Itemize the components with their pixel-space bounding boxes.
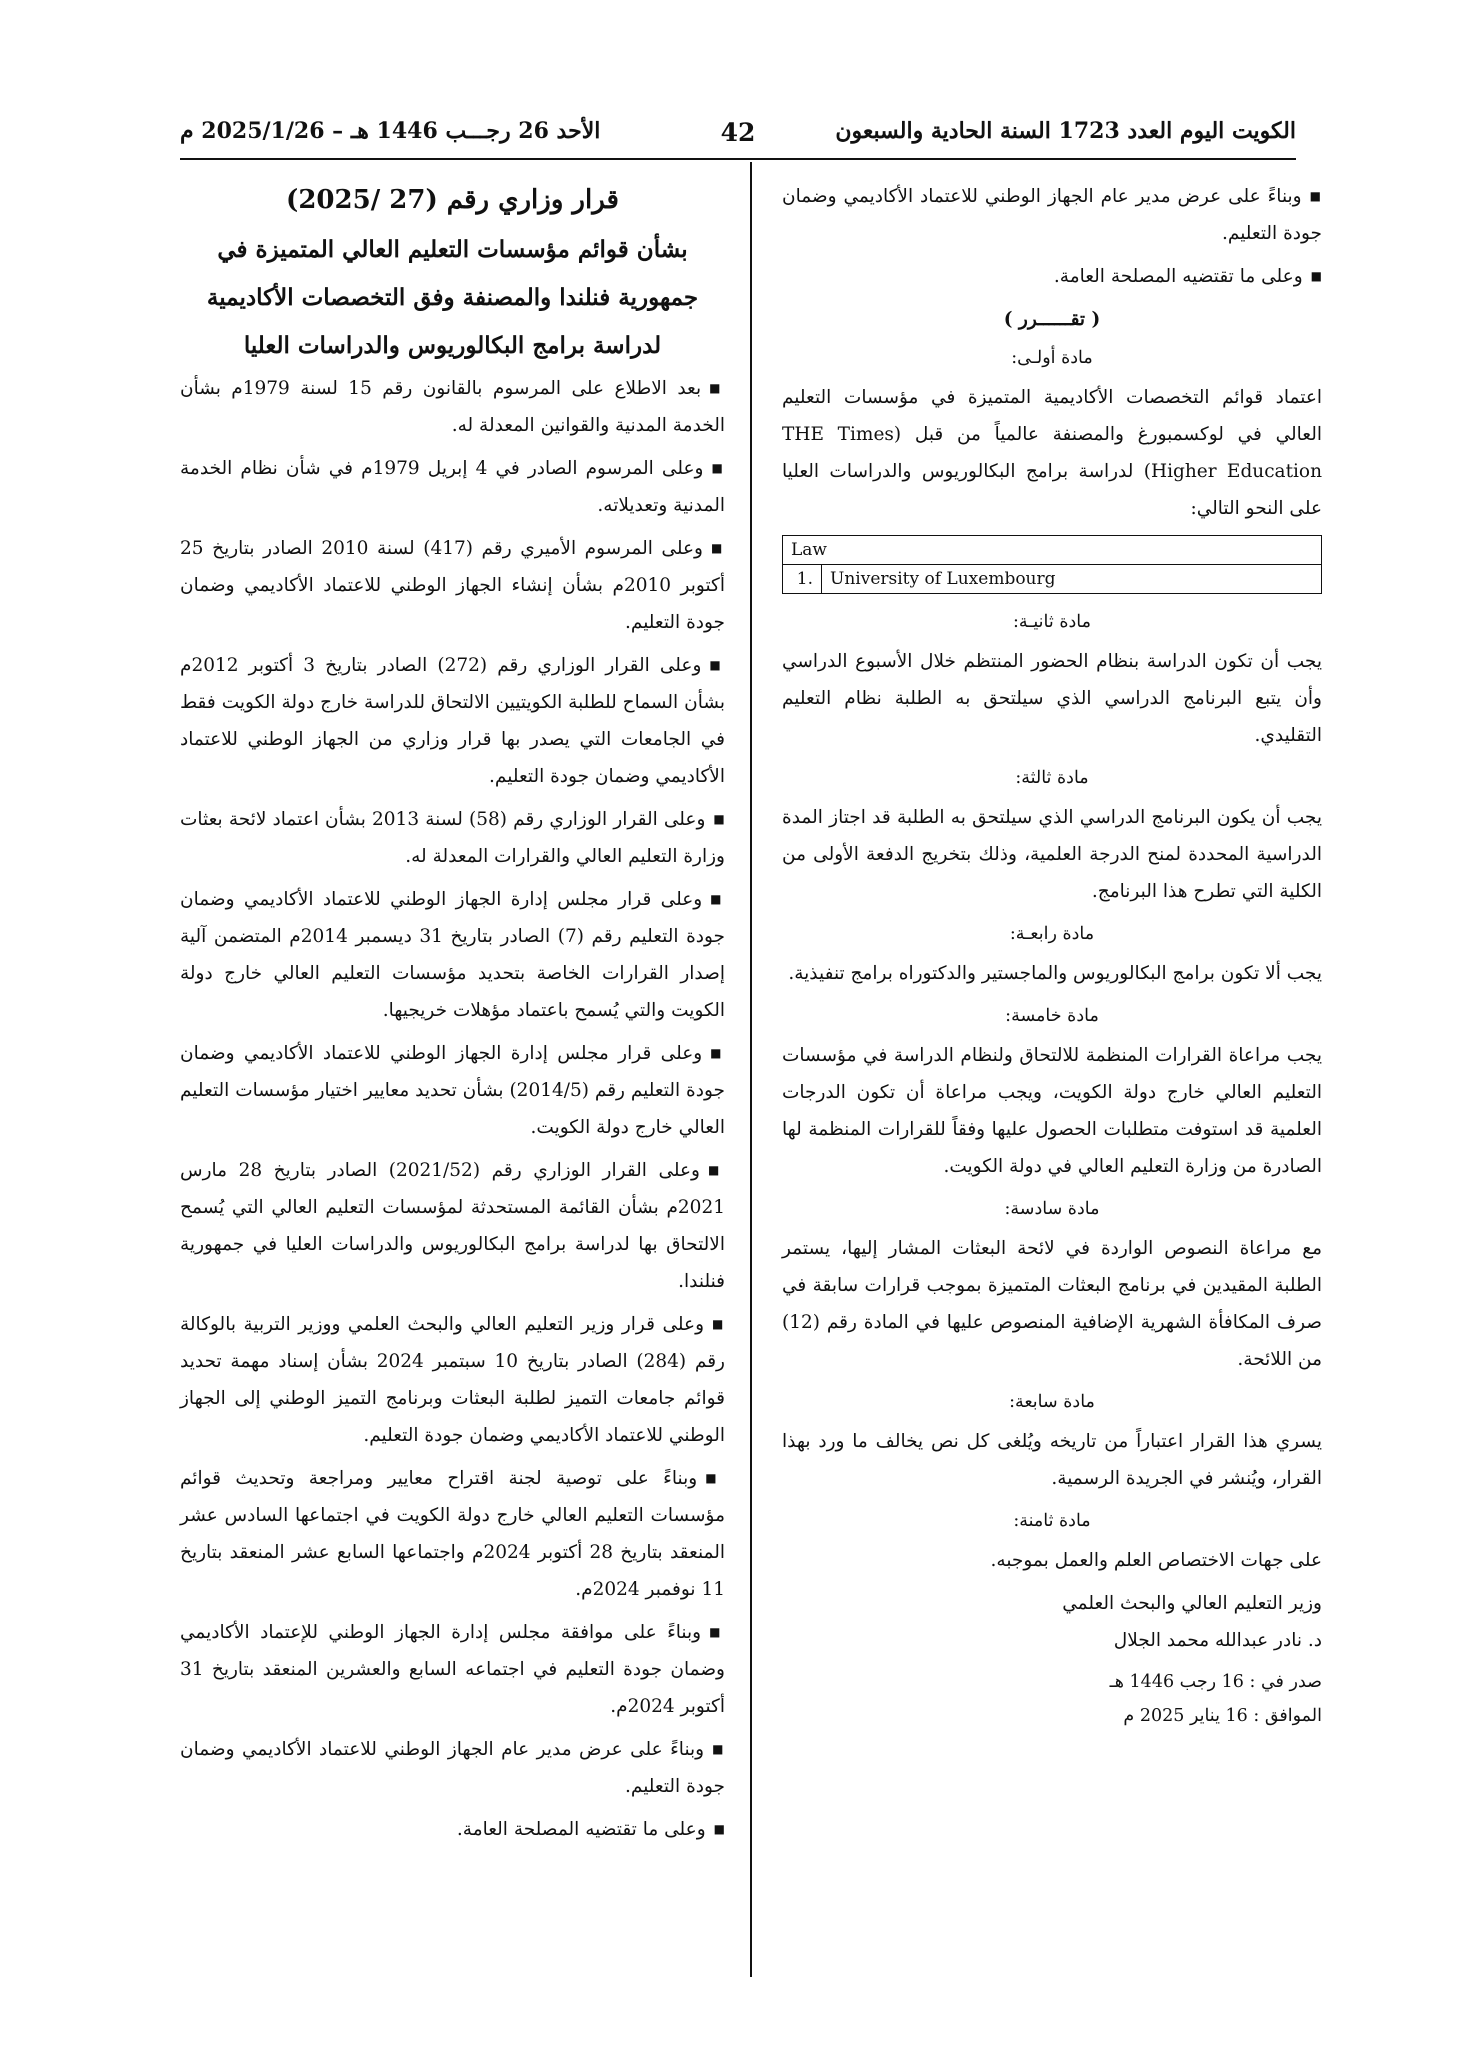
article-text: يسري هذا القرار اعتباراً من تاريخه ويُلغى كل نص يخالف ما ورد بهذا القرار، ويُنشر في الجريدة الرسمية. — [782, 1431, 1322, 1489]
article-text: يجب أن يكون البرنامج الدراسي الذي سيلتحق به الطلبة قد اجتاز المدة الدراسية المحددة لمنح الدرجة العلمية، وذلك بتخريج الدفعة الأولى من الكلية التي تطرح هذا البرنامج. — [782, 807, 1322, 902]
signatory-title: وزير التعليم العالي والبحث العلمي — [1062, 1593, 1322, 1614]
preamble-item: ■ وعلى ما تقتضيه المصلحة العامة. — [782, 258, 1322, 295]
preamble-list — [180, 370, 725, 1848]
preamble-item: ■ بعد الاطلاع على المرسوم بالقانون رقم 15 لسنة 1979م بشأن الخدمة المدنية والقوانين المعدلة له. — [180, 370, 725, 444]
article-title: مادة خامسة: — [1005, 1006, 1099, 1026]
preamble-item: ■ وبناءً على توصية لجنة اقتراح معايير ومراجعة وتحديث قوائم مؤسسات التعليم العالي خارج دولة الكويت في اجتماعها السادس عشر المنعقد بتاريخ 28 أكتوبر 2024م واجتماعها السابع عشر المنعقد بتاريخ 11 نوفمبر 2024م. — [180, 1460, 725, 1608]
preamble-item: ■ وعلى قرار مجلس إدارة الجهاز الوطني للاعتماد الأكاديمي وضمان جودة التعليم رقم (7) الصادر بتاريخ 31 ديسمبر 2014م المتضمن آلية إصدار القرارات الخاصة بتحديد مؤسسات التعليم العالي خارج دولة الكويت والتي يُسمح باعتماد مؤهلات خريجيها. — [180, 881, 725, 1029]
issued-date-hijri: صدر في : 16 رجب 1446 هـ — [1109, 1672, 1322, 1692]
article-title: مادة أولـى: — [1011, 348, 1093, 368]
table-row — [783, 565, 1322, 594]
article-text: يجب ألا تكون برامج البكالوريوس والماجستير والدكتوراه برامج تنفيذية. — [788, 963, 1322, 984]
preamble-item: ■ وعلى القرار الوزاري رقم (2021/52) الصادر بتاريخ 28 مارس 2021م بشأن القائمة المستحدثة لمؤسسات التعليم العالي التي يُسمح الالتحاق بها لدراسة برامج البكالوريوس والدراسات العليا في جمهورية فنلندا. — [180, 1152, 725, 1300]
preamble-item: ■ وعلى قرار مجلس إدارة الجهاز الوطني للاعتماد الأكاديمي وضمان جودة التعليم رقم (2014/5) بشأن تحديد معايير اختيار مؤسسات التعليم العالي خارج دولة الكويت. — [180, 1035, 725, 1146]
article-text: على جهات الاختصاص العلم والعمل بموجبه. — [990, 1550, 1322, 1571]
article-text: اعتماد قوائم التخصصات الأكاديمية المتميزة في مؤسسات التعليم العالي في لوكسمبورغ والمصنفة عالمياً من قبل (THE Times Higher Education) لدراسة برامج البكالوريوس والدراسات العليا على النحو التالي: — [782, 387, 1322, 519]
decree-title: قرار وزاري رقم (27 /2025) — [286, 185, 619, 215]
table-header: Law — [783, 536, 1322, 565]
preamble-item: ■ وبناءً على عرض مدير عام الجهاز الوطني للاعتماد الأكاديمي وضمان جودة التعليم. — [782, 178, 1322, 252]
table-cell-number: 1. — [783, 565, 822, 594]
article-text: مع مراعاة النصوص الواردة في لائحة البعثات المشار إليها، يستمر الطلبة المقيدين في برنامج البعثات المتميزة بموجب قرارات سابقة في صرف المكافأة الشهرية الإضافية المنصوص عليها في المادة رقم (12) من اللائحة. — [782, 1238, 1322, 1370]
signatory-name: د. نادر عبدالله محمد الجلال — [1113, 1630, 1322, 1651]
preamble-item: ■ وعلى القرار الوزاري رقم (272) الصادر بتاريخ 3 أكتوبر 2012م بشأن السماح للطلبة الكويتيين الالتحاق للدراسة خارج دولة الكويت فقط في الجامعات التي يصدر بها قرار وزاري من الجهاز الوطني للاعتماد الأكاديمي وضمان جودة التعليم. — [180, 647, 725, 795]
article-title: مادة سادسة: — [1004, 1199, 1100, 1219]
header-rule — [180, 158, 1296, 160]
issued-date-gregorian: الموافق : 16 يناير 2025 م — [1123, 1706, 1322, 1726]
article-title: مادة ثامنة: — [1013, 1511, 1091, 1531]
article-text: يجب أن تكون الدراسة بنظام الحضور المنتظم خلال الأسبوع الدراسي وأن يتبع البرنامج الدراسي الذي سيلتحق به الطلبة نظام التعليم التقليدي. — [782, 651, 1322, 746]
article-text: يجب مراعاة القرارات المنظمة للالتحاق ولنظام الدراسة في مؤسسات التعليم العالي خارج دولة الكويت، ويجب مراعاة أن تكون الدرجات العلمية قد استوفت متطلبات الحصول عليها وفقاً للقرارات المنظمة لها الصادرة من وزارة التعليم العالي في دولة الكويت. — [782, 1045, 1322, 1177]
page-header — [180, 118, 1296, 158]
article-title: مادة ثانيـة: — [1013, 612, 1091, 632]
header-issue: الكويت اليوم العدد 1723 السنة الحادية والسبعون — [835, 118, 1296, 144]
right-column — [782, 178, 1322, 1733]
column-divider — [750, 162, 752, 1977]
preamble-item: ■ وعلى القرار الوزاري رقم (58) لسنة 2013 بشأن اعتماد لائحة بعثات وزارة التعليم العالي والقرارات المعدلة له. — [180, 801, 725, 875]
specialization-table — [782, 535, 1322, 594]
preamble-item: ■ وبناءً على موافقة مجلس إدارة الجهاز الوطني للإعتماد الأكاديمي وضمان جودة التعليم في اجتماعه السابع والعشرين المنعقد بتاريخ 31 أكتوبر 2024م. — [180, 1614, 725, 1725]
page-number: 42 — [720, 118, 756, 147]
article-title: مادة ثالثة: — [1015, 768, 1089, 788]
header-date: الأحد 26 رجـــب 1446 هـ – 2025/1/26 م — [180, 118, 601, 144]
article-title: مادة سابعة: — [1009, 1392, 1095, 1412]
decree-subtitle: بشأن قوائم مؤسسات التعليم العالي المتميزة في جمهورية فنلندا والمصنفة وفق التخصصات الأكاديمية لدراسة برامج البكالوريوس والدراسات العليا — [206, 236, 699, 359]
preamble-item: ■ وعلى المرسوم الأميري رقم (417) لسنة 2010 الصادر بتاريخ 25 أكتوبر 2010م بشأن إنشاء الجهاز الوطني للاعتماد الأكاديمي وضمان جودة التعليم. — [180, 530, 725, 641]
preamble-item: ■ وعلى المرسوم الصادر في 4 إبريل 1979م في شأن نظام الخدمة المدنية وتعديلاته. — [180, 450, 725, 524]
article-title: مادة رابعـة: — [1009, 924, 1095, 944]
decision-heading: ( تقــــــرر ) — [1003, 309, 1101, 330]
preamble-item: ■ وعلى ما تقتضيه المصلحة العامة. — [180, 1811, 725, 1848]
table-cell-university: University of Luxembourg — [822, 565, 1322, 594]
left-column — [180, 178, 725, 1854]
preamble-item: ■ وعلى قرار وزير التعليم العالي والبحث العلمي ووزير التربية بالوكالة رقم (284) الصادر بتاريخ 10 سبتمبر 2024 بشأن إسناد مهمة تحديد قوائم جامعات التميز لطلبة البعثات وبرنامج التميز الوطني إلى الجهاز الوطني للاعتماد الأكاديمي وضمان جودة التعليم. — [180, 1306, 725, 1454]
preamble-item: ■ وبناءً على عرض مدير عام الجهاز الوطني للاعتماد الأكاديمي وضمان جودة التعليم. — [180, 1731, 725, 1805]
